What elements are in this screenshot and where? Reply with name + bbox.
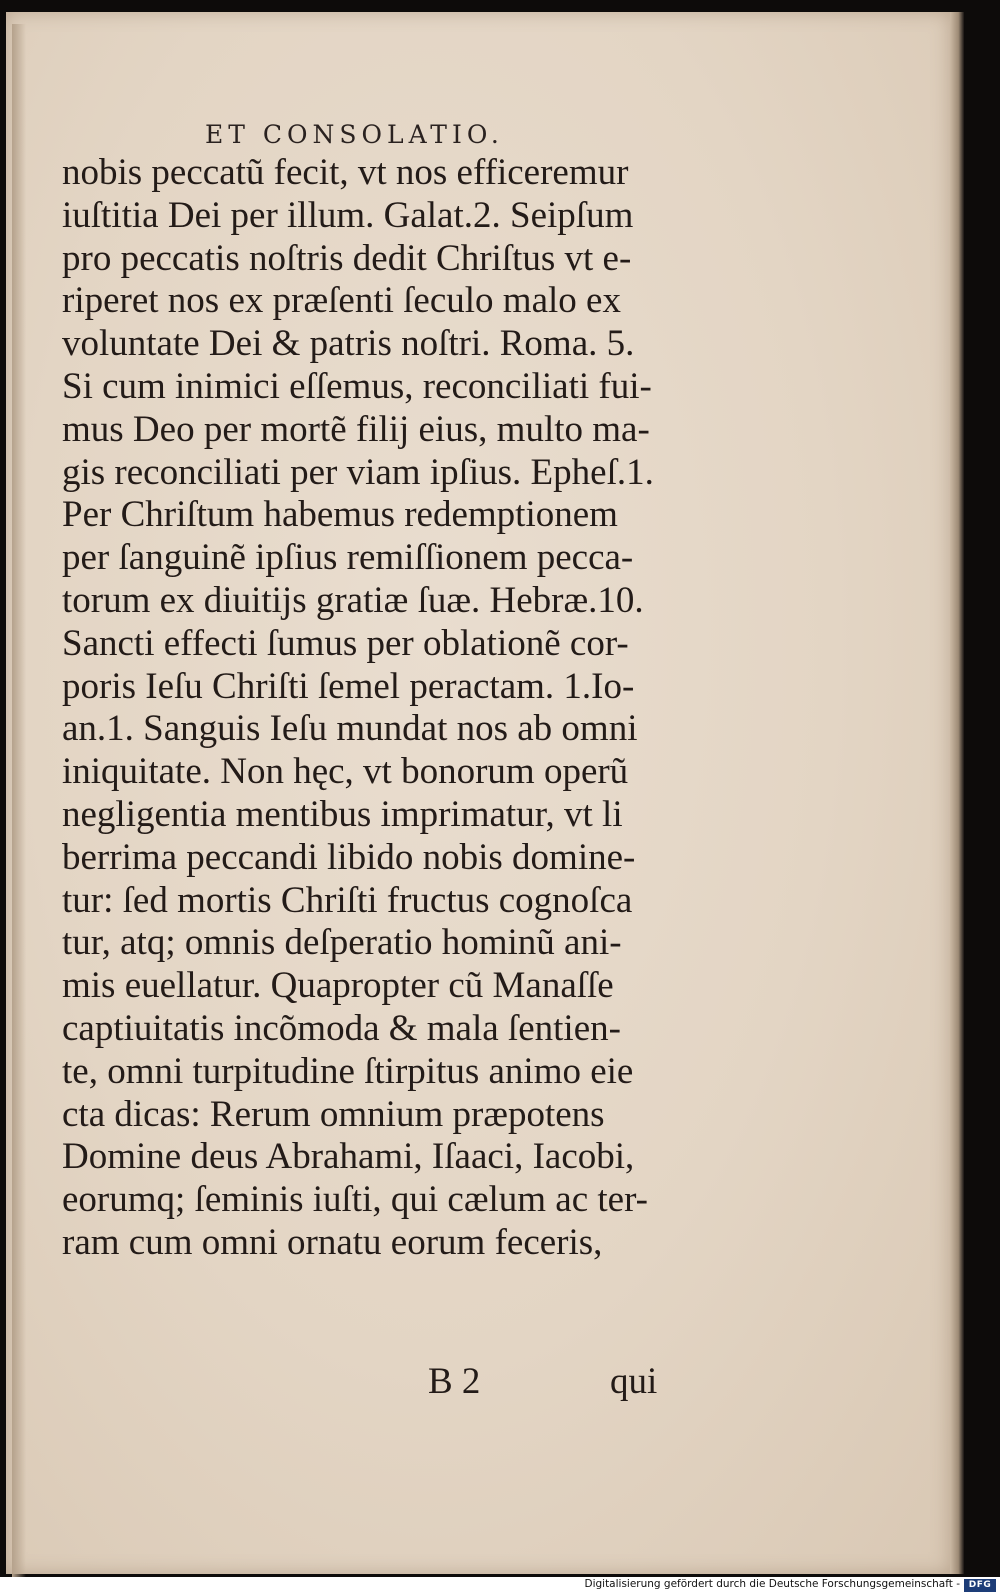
text-line: poris Ieſu Chriſti ſemel peractam. 1.Io- bbox=[62, 665, 635, 707]
text-line: riperet nos ex præſenti ſeculo malo ex bbox=[62, 280, 621, 322]
text-line: iniquitate. Non hęc, vt bonorum operũ bbox=[62, 751, 629, 793]
text-line: nobis peccatũ fecit, vt nos efficeremur bbox=[62, 152, 629, 193]
running-head: ET CONSOLATIO. bbox=[205, 120, 504, 149]
page-edge-shadow bbox=[950, 12, 964, 1574]
text-line: eorumq; ſeminis iuſti, qui cælum ac ter- bbox=[62, 1179, 649, 1221]
page-gutter-shadow bbox=[12, 24, 26, 1586]
text-line: pro peccatis noſtris dedit Chriſtus vt e- bbox=[62, 237, 632, 279]
dfg-logo: DFG bbox=[964, 1579, 996, 1592]
text-line: per ſanguinẽ ipſius remiſſionem pecca- bbox=[62, 537, 634, 579]
text-line: Per Chriſtum habemus redemptionem bbox=[62, 494, 618, 536]
text-line: negligentia mentibus imprimatur, vt li bbox=[62, 793, 623, 835]
text-line: voluntate Dei & patris noſtri. Roma. 5. bbox=[62, 323, 635, 365]
digitization-footer bbox=[0, 1577, 1000, 1594]
text-line: mis euellatur. Quapropter cũ Manaſſe bbox=[62, 965, 614, 1007]
text-line: ram cum omni ornatu eorum feceris, bbox=[62, 1221, 603, 1263]
text-line: captiuitatis incõmoda & mala ſentien- bbox=[62, 1007, 621, 1049]
page-foot bbox=[0, 1360, 1000, 1410]
text-line: mus Deo per mortẽ filij eius, multo ma- bbox=[62, 408, 650, 450]
text-line: torum ex diuitijs gratiæ ſuæ. Hebræ.10. bbox=[62, 579, 644, 621]
funding-credit: Digitalisierung gefördert durch die Deutsche Forschungsgemeinschaft - bbox=[584, 1578, 960, 1590]
signature-mark: B 2 bbox=[428, 1361, 481, 1402]
text-line: Domine deus Abrahami, Iſaaci, Iacobi, bbox=[62, 1136, 635, 1178]
text-line: Sancti effecti ſumus per oblationẽ cor- bbox=[62, 622, 629, 664]
text-line: te, omni turpitudine ſtirpitus animo eie bbox=[62, 1050, 634, 1092]
text-line: iuſtitia Dei per illum. Galat.2. Seipſum bbox=[62, 194, 634, 236]
body-text bbox=[62, 152, 702, 1265]
catchword: qui bbox=[610, 1361, 658, 1402]
text-line: Si cum inimici eſſemus, reconciliati fui- bbox=[62, 365, 652, 407]
text-line: gis reconciliati per viam ipſius. Epheſ.1. bbox=[62, 451, 654, 493]
text-line: an.1. Sanguis Ieſu mundat nos ab omni bbox=[62, 708, 638, 750]
text-line: berrima peccandi libido nobis domine- bbox=[62, 836, 636, 878]
text-line: cta dicas: Rerum omnium præpotens bbox=[62, 1093, 605, 1135]
text-line: tur, atq; omnis deſperatio hominũ ani- bbox=[62, 922, 622, 964]
text-line: tur: ſed mortis Chriſti fructus cognoſca bbox=[62, 879, 633, 921]
